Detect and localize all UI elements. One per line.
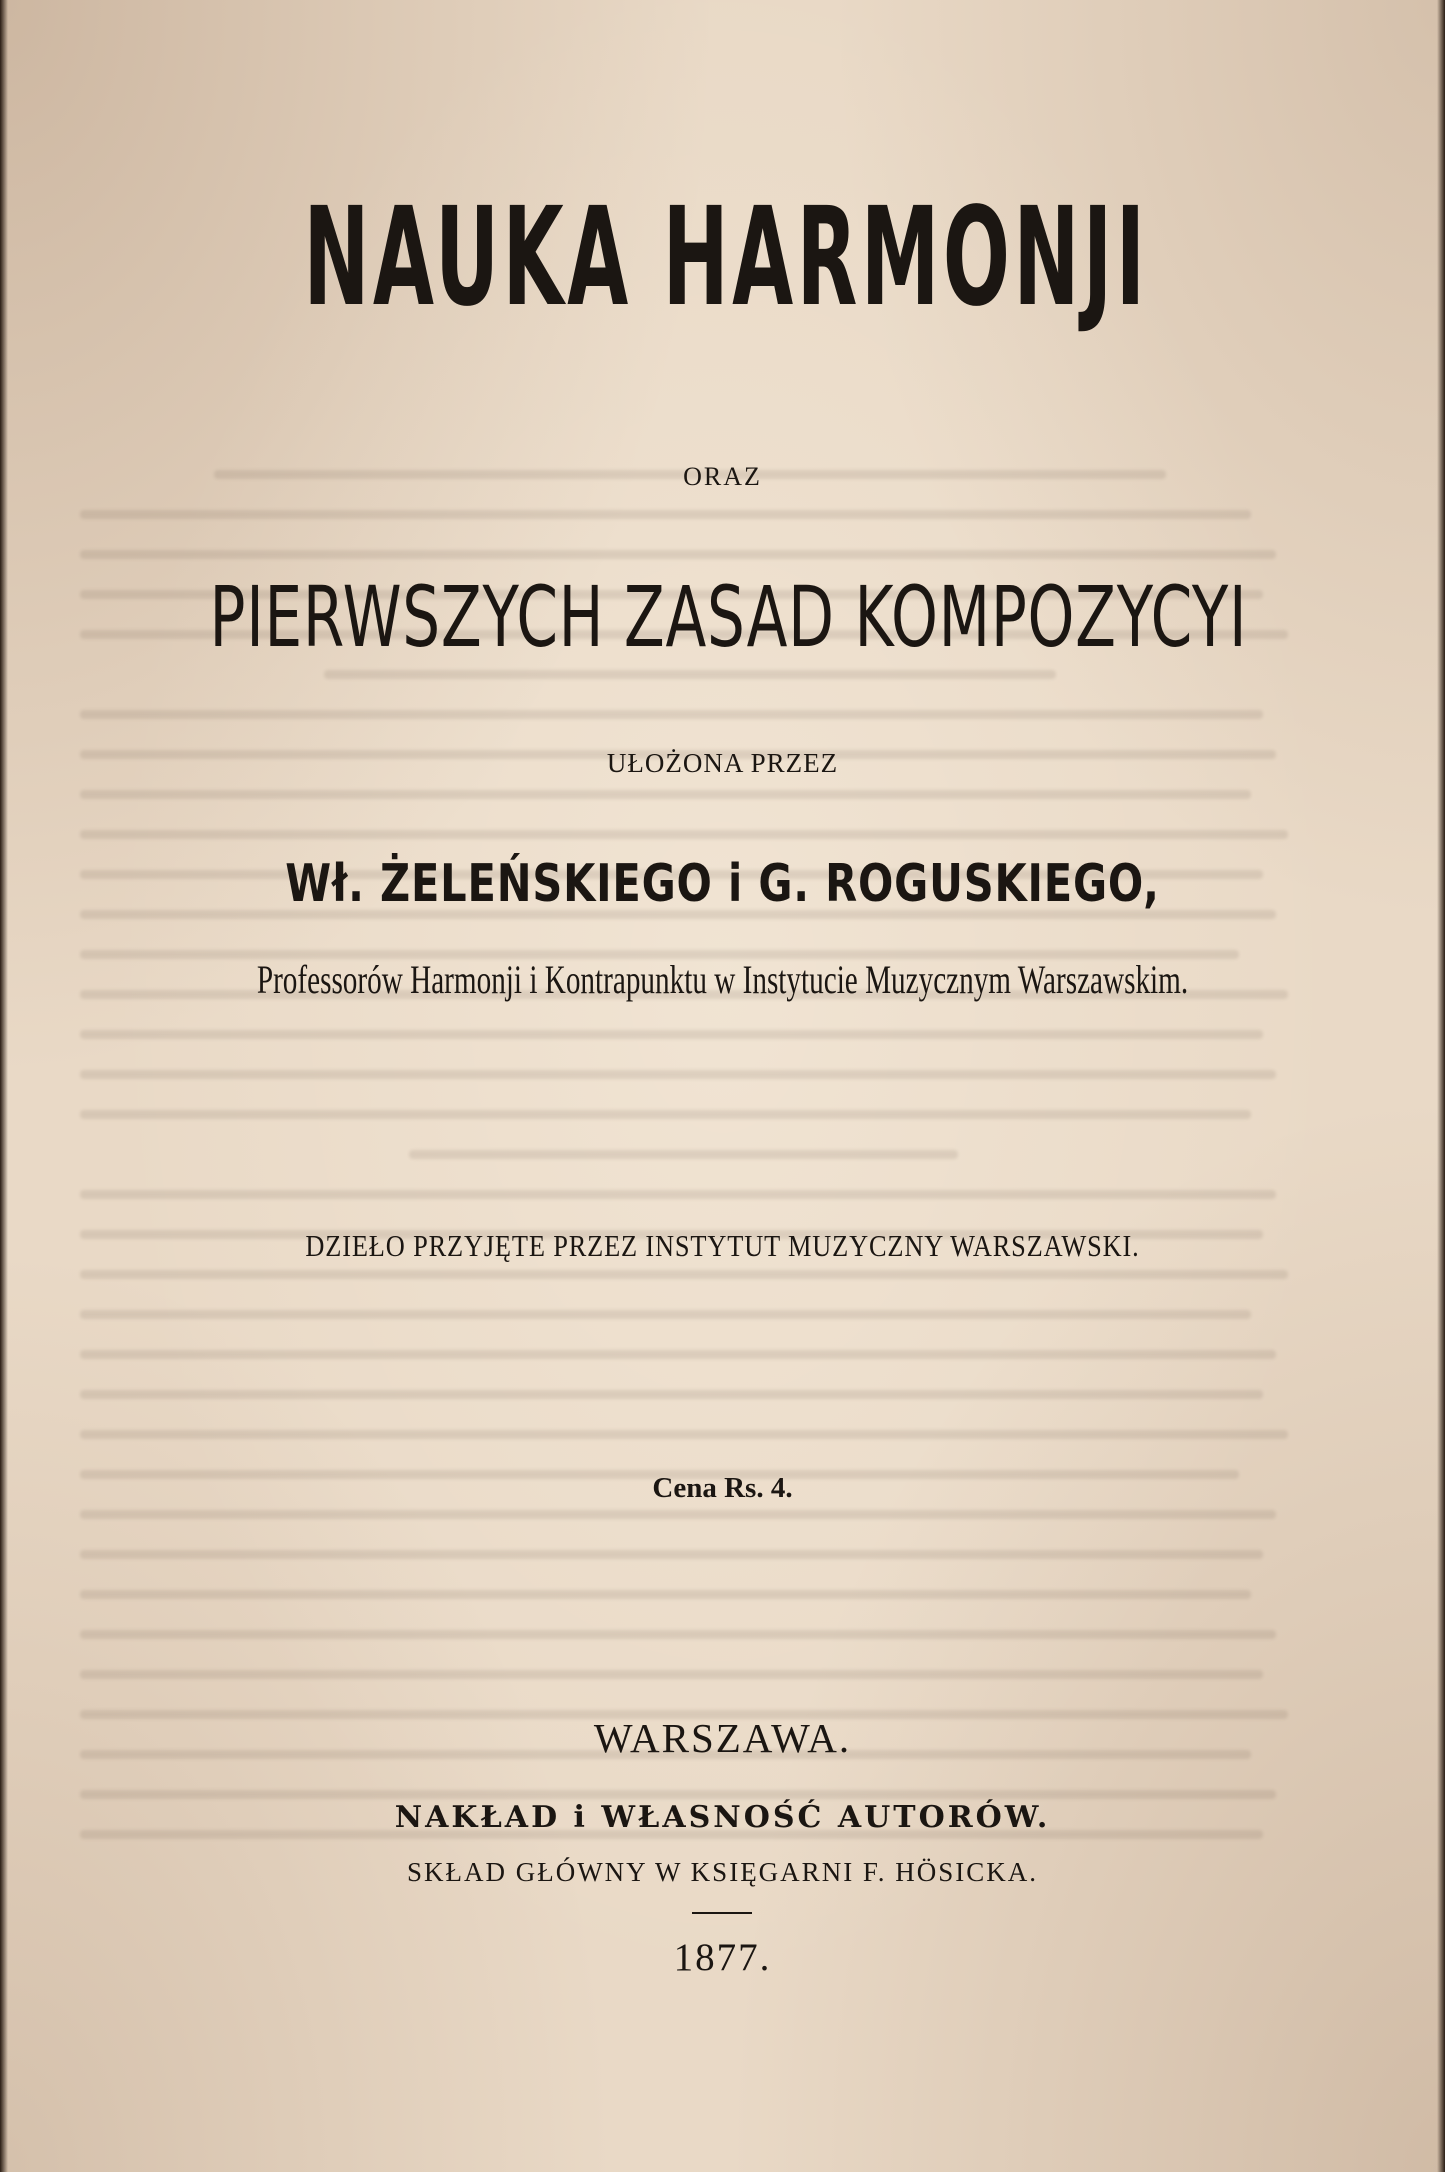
publisher-line: NAKŁAD i WŁASNOŚĆ AUTORÓW.	[394, 1800, 1051, 1835]
price: Cena Rs. 4.	[652, 1472, 793, 1504]
publication-city: WARSZAWA.	[593, 1715, 852, 1761]
author-names: Wł. ŻELEŃSKIEGO i G. ROGUSKIEGO,	[285, 854, 1160, 914]
left-page-edge	[0, 0, 8, 2172]
author-affiliation: Professorów Harmonji i Kontrapunktu w Instytucie Muzycznym Warszawskim.	[256, 957, 1189, 1002]
book-subtitle: PIERWSZYCH ZASAD KOMPOZYCYI	[209, 568, 1248, 666]
show-through-text	[80, 470, 1300, 1900]
right-page-edge	[1437, 0, 1445, 2172]
byline: UŁOŻONA PRZEZ	[606, 748, 839, 778]
warehouse-line: SKŁAD GŁÓWNY W KSIĘGARNI F. HÖSICKA.	[406, 1857, 1039, 1887]
title-conjunction: ORAZ	[683, 462, 762, 491]
divider	[692, 1912, 752, 1914]
acceptance-note: DZIEŁO PRZYJĘTE PRZEZ INSTYTUT MUZYCZNY WARSZAWSKI.	[305, 1228, 1140, 1263]
book-title: NAUKA HARMONJI	[303, 179, 1149, 337]
publication-year: 1877.	[673, 1936, 772, 1979]
